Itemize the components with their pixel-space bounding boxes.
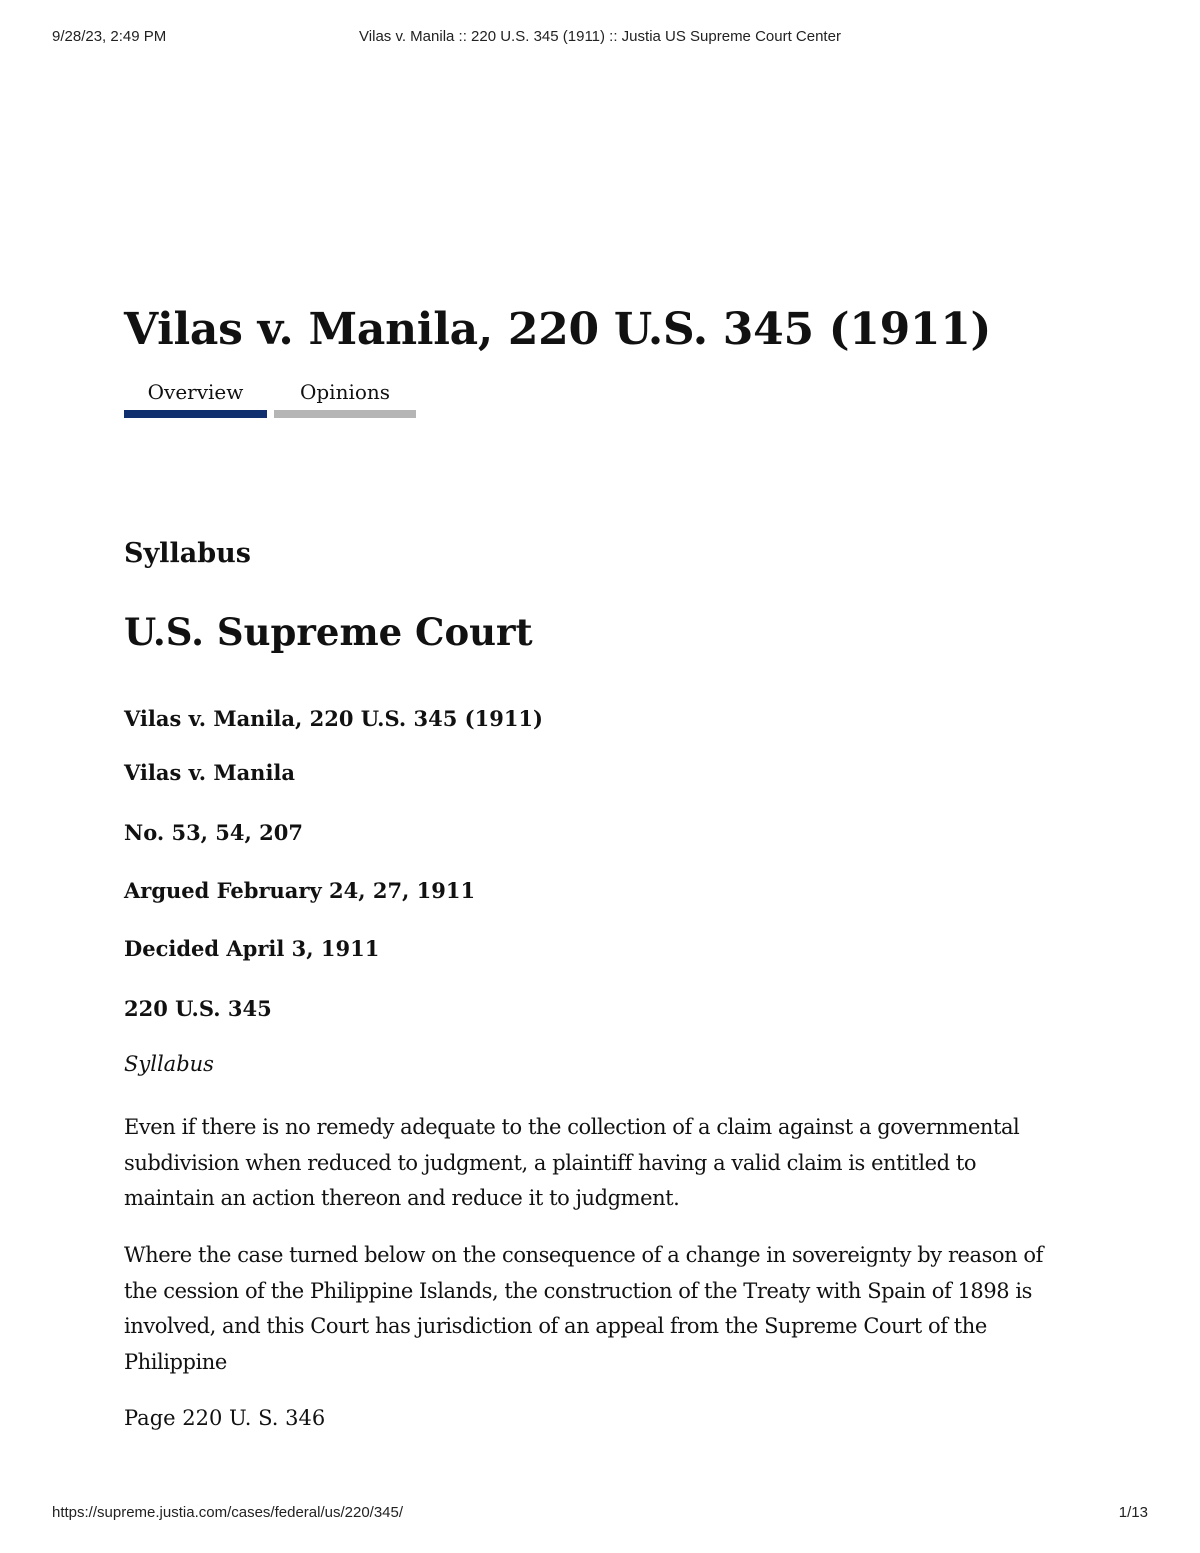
print-date: 9/28/23, 2:49 PM bbox=[52, 28, 167, 45]
print-document-title: Vilas v. Manila :: 220 U.S. 345 (1911) :: Justia US Supreme Court Center bbox=[359, 28, 841, 45]
docket-number: No. 53, 54, 207 bbox=[124, 820, 303, 845]
page-marker: Page 220 U. S. 346 bbox=[124, 1406, 326, 1430]
print-url: https://supreme.justia.com/cases/federal/us/220/345/ bbox=[52, 1504, 404, 1521]
tab-opinions[interactable]: Opinions bbox=[274, 376, 416, 418]
argued-date: Argued February 24, 27, 1911 bbox=[124, 878, 476, 903]
case-title: Vilas v. Manila, 220 U.S. 345 (1911) bbox=[124, 304, 992, 355]
print-header bbox=[0, 28, 1200, 50]
syllabus-paragraph: Even if there is no remedy adequate to the collection of a claim against a governmental subdivision when reduced to judgment, a plaintiff having a valid claim is entitled to maintain an action thereon and reduce it to judgment. bbox=[124, 1115, 1020, 1210]
print-footer bbox=[0, 1504, 1200, 1526]
tab-overview[interactable]: Overview bbox=[124, 376, 267, 418]
case-short-name: Vilas v. Manila bbox=[124, 760, 296, 785]
syllabus-paragraph: Where the case turned below on the consequence of a change in sovereignty by reason of the cession of the Philippine Islands, the construction of the Treaty with Spain of 1898 is involved, and this Court has jurisdiction of an appeal from the Supreme Court of the Philippine bbox=[124, 1243, 1043, 1374]
decided-date: Decided April 3, 1911 bbox=[124, 936, 380, 961]
citation-line: Vilas v. Manila, 220 U.S. 345 (1911) bbox=[124, 706, 543, 731]
case-tabs bbox=[124, 376, 1064, 418]
main-content bbox=[124, 300, 1064, 1430]
syllabus-heading: Syllabus bbox=[124, 538, 251, 569]
court-heading: U.S. Supreme Court bbox=[124, 610, 533, 654]
syllabus-label: Syllabus bbox=[124, 1052, 214, 1076]
print-page-count: 1/13 bbox=[1118, 1504, 1148, 1521]
reporter-citation: 220 U.S. 345 bbox=[124, 996, 272, 1021]
